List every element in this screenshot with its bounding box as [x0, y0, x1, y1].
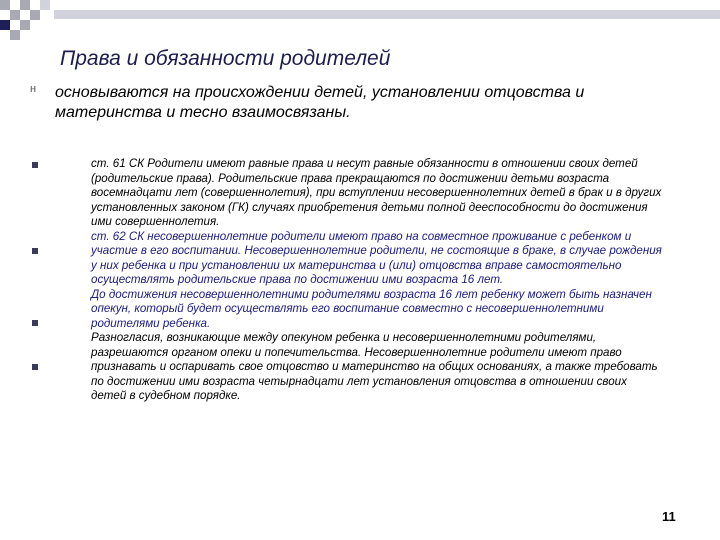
lead-text: основываются на происхождении детей, установлении отцовства и материнства и тесно взаимосвязаны. [55, 84, 585, 121]
list-item-guardian: До достижения несовершеннолетними родителями возраста 16 лет ребенку может быть назначен опекун, который будет осуществлять его воспитание совместно с несовершеннолетними родителями ребенка. [91, 287, 652, 330]
bullet-square-icon [32, 248, 38, 254]
list-item-art62: ст. 62 СК несовершеннолетние родители имеют право на совместное проживание с ребенком и участие в его воспитании. Несовершеннолетние родители, не состоящие в браке, в случае рождения у них ребенка и при установлении их материнства и (или) отцовства вправе самостоятельно осуществлять родительские права по достижении ими возраста 16 лет. [91, 229, 662, 286]
bullet-square-icon [32, 364, 38, 370]
list-item-art61: ст. 61 СК Родители имеют равные права и несут равные обязанности в отношении своих детей (родительские права). Родительские права прекращаются по достижении детьми возраста восемнадцати лет (совершеннолетия), при вступлении несовершеннолетних детей в брак и в других установленных законом (ГК) случаях приобретения детьми полной дееспособности до достижения ими совершеннолетия. [91, 157, 662, 228]
lead-marker: н [30, 83, 37, 95]
slide-title: Права и обязанности родителей [60, 47, 391, 70]
bullet-square-icon [32, 320, 38, 326]
header-decoration [0, 0, 720, 40]
list-item-disputes: Разногласия, возникающие между опекуном ребенка и несовершеннолетними родителями, разрешаются органом опеки и попечительства. Несовершеннолетние родители имеют право признавать и оспаривать свое отцовство и материнство на общих основаниях, а также требовать по достижении ими возраста четырнадцати лет установления отцовства в отношении своих детей в судебном порядке. [91, 331, 658, 402]
bullet-square-icon [32, 162, 38, 168]
page-number: 11 [662, 509, 676, 524]
article-list [91, 157, 663, 404]
